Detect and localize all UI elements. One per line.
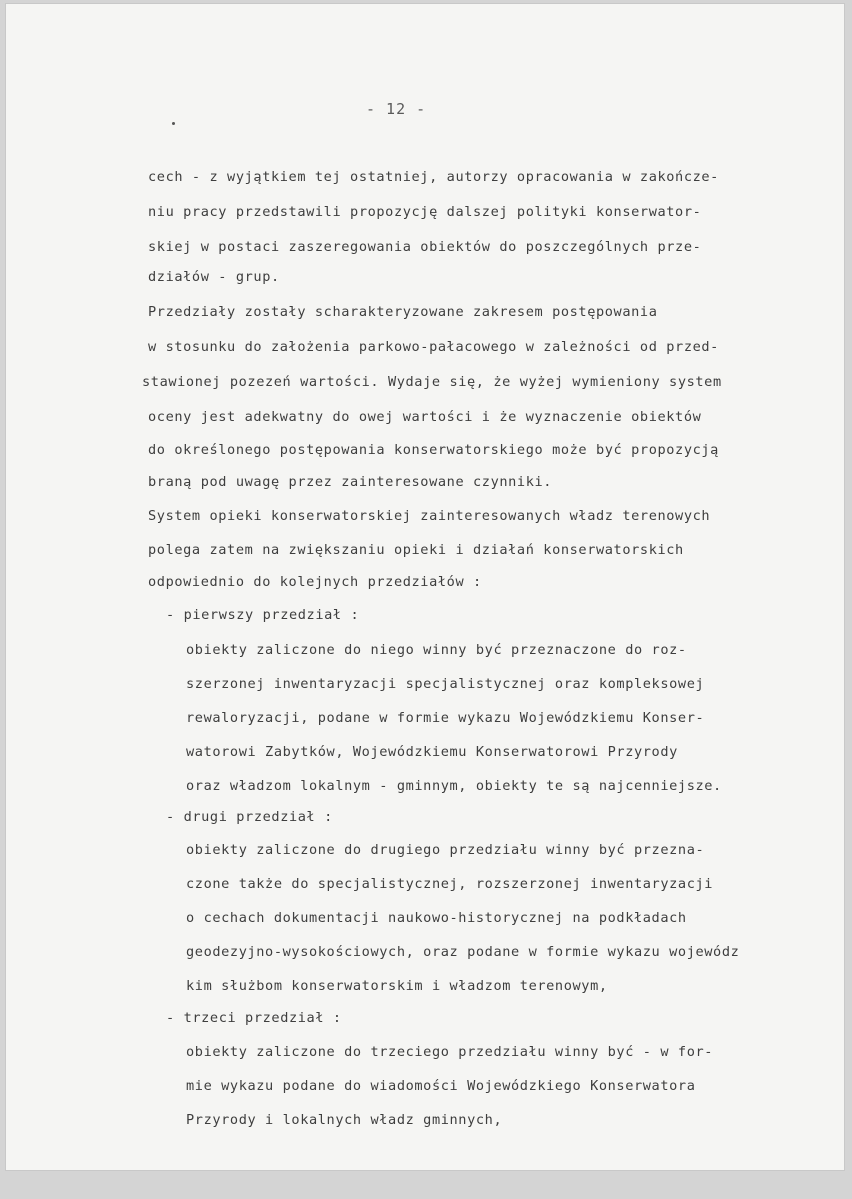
text-line: obiekty zaliczone do drugiego przedziału winny być przezna- <box>186 842 705 858</box>
text-line: o cechach dokumentacji naukowo-historycznej na podkładach <box>186 910 687 926</box>
text-line: rewaloryzacji, podane w formie wykazu Wojewódzkiemu Konser- <box>186 710 705 726</box>
text-line: niu pracy przedstawili propozycję dalszej polityki konserwator- <box>148 204 702 220</box>
text-line: do określonego postępowania konserwatorskiego może być propozycją <box>148 442 719 458</box>
text-line: Przyrody i lokalnych władz gminnych, <box>186 1112 503 1128</box>
text-line: stawionej pozezeń wartości. Wydaje się, że wyżej wymieniony system <box>142 374 722 390</box>
text-line: obiekty zaliczone do trzeciego przedziału winny być - w for- <box>186 1044 714 1060</box>
text-line: oraz władzom lokalnym - gminnym, obiekty te są najcenniejsze. <box>186 778 722 794</box>
list-heading: - pierwszy przedział : <box>166 607 360 623</box>
list-heading: - drugi przedział : <box>166 809 333 825</box>
text-line: w stosunku do założenia parkowo-pałacowego w zależności od przed- <box>148 339 719 355</box>
ink-dot <box>172 122 175 125</box>
text-line: polega zatem na zwiększaniu opieki i działań konserwatorskich <box>148 542 684 558</box>
page-number: - 12 - <box>366 100 427 118</box>
text-line: kim służbom konserwatorskim i władzom terenowym, <box>186 978 608 994</box>
text-line: Przedziały zostały scharakteryzowane zakresem postępowania <box>148 304 658 320</box>
text-line: geodezyjno-wysokościowych, oraz podane w formie wykazu wojewódz <box>186 944 740 960</box>
text-line: działów - grup. <box>148 269 280 285</box>
text-line: mie wykazu podane do wiadomości Wojewódzkiego Konserwatora <box>186 1078 696 1094</box>
text-line: watorowi Zabytków, Wojewódzkiemu Konserwatorowi Przyrody <box>186 744 678 760</box>
text-line: obiekty zaliczone do niego winny być przeznaczone do roz- <box>186 642 687 658</box>
text-line: odpowiednio do kolejnych przedziałów : <box>148 574 482 590</box>
text-line: szerzonej inwentaryzacji specjalistycznej oraz kompleksowej <box>186 676 705 692</box>
text-line: System opieki konserwatorskiej zainteresowanych władz terenowych <box>148 508 711 524</box>
text-line: braną pod uwagę przez zainteresowane czynniki. <box>148 474 553 490</box>
document-page <box>6 4 844 1170</box>
text-line: oceny jest adekwatny do owej wartości i że wyznaczenie obiektów <box>148 409 702 425</box>
text-line: skiej w postaci zaszeregowania obiektów do poszczególnych prze- <box>148 239 702 255</box>
text-line: cech - z wyjątkiem tej ostatniej, autorzy opracowania w zakończe- <box>148 169 719 185</box>
text-line: czone także do specjalistycznej, rozszerzonej inwentaryzacji <box>186 876 714 892</box>
list-heading: - trzeci przedział : <box>166 1010 342 1026</box>
